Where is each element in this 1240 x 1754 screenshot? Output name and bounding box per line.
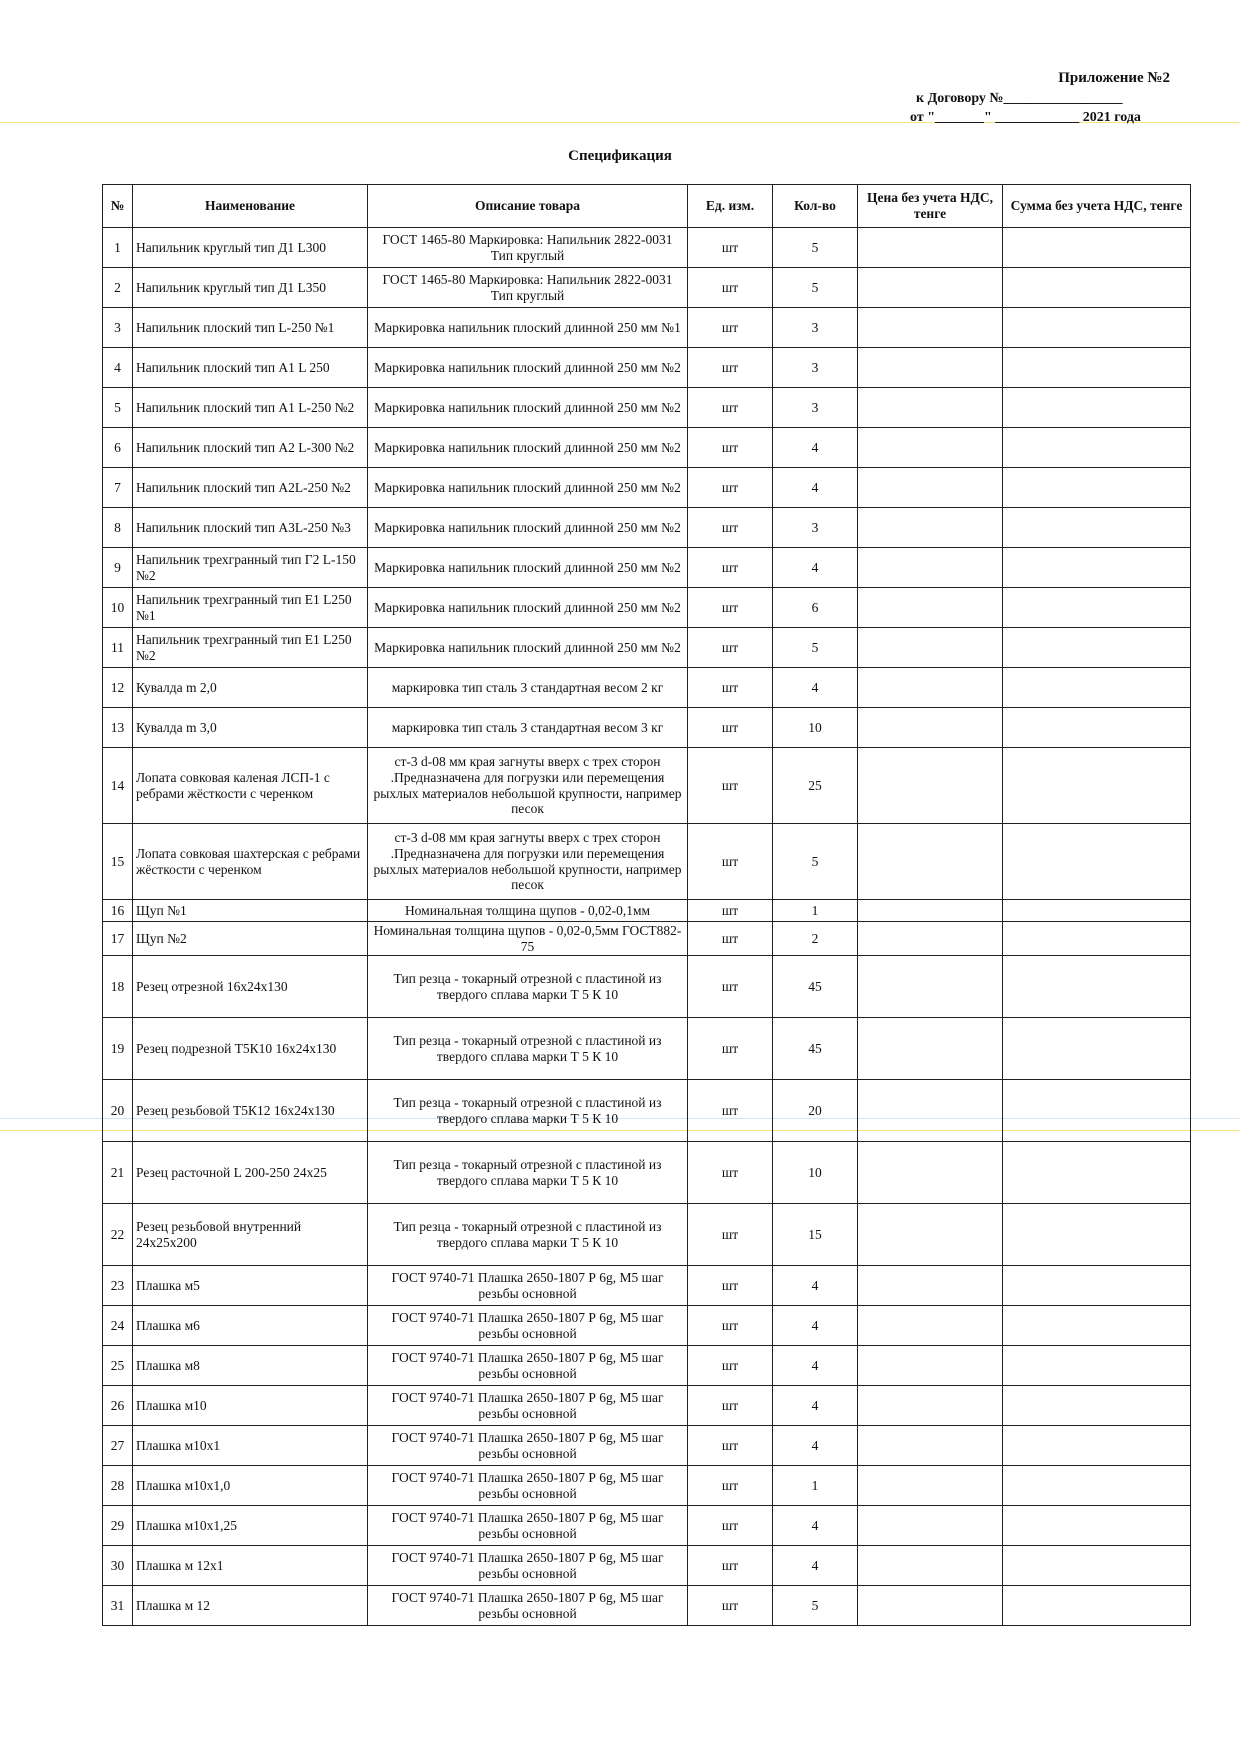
item-description: Маркировка напильник плоский длинной 250 мм №2 xyxy=(368,468,688,508)
item-name: Напильник плоский тип L-250 №1 xyxy=(133,308,368,348)
item-price xyxy=(858,1546,1003,1586)
row-number: 30 xyxy=(103,1546,133,1586)
item-sum xyxy=(1003,1346,1191,1386)
item-unit: шт xyxy=(688,388,773,428)
item-name: Резец резьбовой Т5К12 16х24х130 xyxy=(133,1080,368,1142)
table-row xyxy=(103,308,1191,348)
table-row xyxy=(103,956,1191,1018)
item-name: Плашка м8 xyxy=(133,1346,368,1386)
item-name: Напильник круглый тип Д1 L300 xyxy=(133,228,368,268)
item-quantity: 5 xyxy=(773,824,858,900)
item-quantity: 4 xyxy=(773,1346,858,1386)
row-number: 12 xyxy=(103,668,133,708)
item-sum xyxy=(1003,1546,1191,1586)
item-unit: шт xyxy=(688,748,773,824)
item-name: Напильник круглый тип Д1 L350 xyxy=(133,268,368,308)
item-sum xyxy=(1003,1306,1191,1346)
date-line: от "_______" ____________ 2021 года xyxy=(910,110,1141,125)
item-name: Резец расточной L 200-250 24х25 xyxy=(133,1142,368,1204)
item-price xyxy=(858,348,1003,388)
row-number: 7 xyxy=(103,468,133,508)
item-description: Тип резца - токарный отрезной с пластиной из твердого сплава марки Т 5 К 10 xyxy=(368,1204,688,1266)
item-unit: шт xyxy=(688,1018,773,1080)
item-price xyxy=(858,1586,1003,1626)
item-description: ГОСТ 9740-71 Плашка 2650-1807 Р 6g, М5 шаг резьбы основной xyxy=(368,1266,688,1306)
item-unit: шт xyxy=(688,1142,773,1204)
table-row xyxy=(103,1586,1191,1626)
item-quantity: 3 xyxy=(773,508,858,548)
item-description: Маркировка напильник плоский длинной 250 мм №2 xyxy=(368,588,688,628)
item-description: Номинальная толщина щупов - 0,02-0,1мм xyxy=(368,900,688,922)
item-quantity: 45 xyxy=(773,956,858,1018)
row-number: 26 xyxy=(103,1386,133,1426)
item-name: Плашка м 12х1 xyxy=(133,1546,368,1586)
item-description: Маркировка напильник плоский длинной 250 мм №2 xyxy=(368,348,688,388)
item-quantity: 4 xyxy=(773,428,858,468)
item-name: Лопата совковая шахтерская с ребрами жёсткости с черенком xyxy=(133,824,368,900)
item-quantity: 5 xyxy=(773,228,858,268)
item-unit: шт xyxy=(688,1204,773,1266)
item-sum xyxy=(1003,1266,1191,1306)
item-price xyxy=(858,956,1003,1018)
item-unit: шт xyxy=(688,268,773,308)
item-description: Маркировка напильник плоский длинной 250 мм №2 xyxy=(368,548,688,588)
item-sum xyxy=(1003,268,1191,308)
column-header-unit: Ед. изм. xyxy=(688,185,773,228)
item-name: Напильник трехгранный тип Е1 L250 №1 xyxy=(133,588,368,628)
table-row xyxy=(103,508,1191,548)
item-unit: шт xyxy=(688,1266,773,1306)
item-unit: шт xyxy=(688,588,773,628)
item-sum xyxy=(1003,956,1191,1018)
item-price xyxy=(858,1426,1003,1466)
row-number: 28 xyxy=(103,1466,133,1506)
item-quantity: 6 xyxy=(773,588,858,628)
item-quantity: 5 xyxy=(773,268,858,308)
item-price xyxy=(858,1080,1003,1142)
item-sum xyxy=(1003,1142,1191,1204)
item-unit: шт xyxy=(688,956,773,1018)
item-quantity: 5 xyxy=(773,1586,858,1626)
row-number: 22 xyxy=(103,1204,133,1266)
item-description: ст-3 d-08 мм края загнуты вверх с трех сторон .Предназначена для погрузки или перемещения рыхлых материалов небольшой крупности, например песок xyxy=(368,824,688,900)
item-quantity: 20 xyxy=(773,1080,858,1142)
item-unit: шт xyxy=(688,308,773,348)
item-description: Маркировка напильник плоский длинной 250 мм №2 xyxy=(368,508,688,548)
item-price xyxy=(858,468,1003,508)
item-name: Кувалда m 2,0 xyxy=(133,668,368,708)
item-sum xyxy=(1003,1426,1191,1466)
table-row xyxy=(103,1204,1191,1266)
item-description: ГОСТ 9740-71 Плашка 2650-1807 Р 6g, М5 шаг резьбы основной xyxy=(368,1546,688,1586)
item-unit: шт xyxy=(688,668,773,708)
column-header-description: Описание товара xyxy=(368,185,688,228)
item-quantity: 3 xyxy=(773,388,858,428)
item-unit: шт xyxy=(688,824,773,900)
item-quantity: 5 xyxy=(773,628,858,668)
table-row xyxy=(103,1080,1191,1142)
item-quantity: 4 xyxy=(773,468,858,508)
item-unit: шт xyxy=(688,922,773,956)
item-sum xyxy=(1003,824,1191,900)
item-unit: шт xyxy=(688,508,773,548)
item-sum xyxy=(1003,922,1191,956)
item-description: Маркировка напильник плоский длинной 250 мм №2 xyxy=(368,428,688,468)
table-row xyxy=(103,228,1191,268)
item-quantity: 4 xyxy=(773,1386,858,1426)
item-price xyxy=(858,1204,1003,1266)
item-name: Кувалда m 3,0 xyxy=(133,708,368,748)
table-row xyxy=(103,748,1191,824)
item-price xyxy=(858,388,1003,428)
item-description: ГОСТ 9740-71 Плашка 2650-1807 Р 6g, М5 шаг резьбы основной xyxy=(368,1466,688,1506)
item-sum xyxy=(1003,588,1191,628)
item-quantity: 4 xyxy=(773,1426,858,1466)
row-number: 10 xyxy=(103,588,133,628)
item-quantity: 3 xyxy=(773,348,858,388)
table-row xyxy=(103,708,1191,748)
table-row xyxy=(103,588,1191,628)
item-name: Щуп №2 xyxy=(133,922,368,956)
item-name: Плашка м6 xyxy=(133,1306,368,1346)
item-name: Резец отрезной 16х24х130 xyxy=(133,956,368,1018)
item-sum xyxy=(1003,308,1191,348)
item-unit: шт xyxy=(688,468,773,508)
item-unit: шт xyxy=(688,1466,773,1506)
item-description: ГОСТ 9740-71 Плашка 2650-1807 Р 6g, М5 шаг резьбы основной xyxy=(368,1386,688,1426)
row-number: 18 xyxy=(103,956,133,1018)
item-unit: шт xyxy=(688,1386,773,1426)
item-unit: шт xyxy=(688,228,773,268)
item-quantity: 4 xyxy=(773,1266,858,1306)
row-number: 16 xyxy=(103,900,133,922)
item-price xyxy=(858,824,1003,900)
table-row xyxy=(103,1142,1191,1204)
item-unit: шт xyxy=(688,900,773,922)
table-row xyxy=(103,1386,1191,1426)
item-price xyxy=(858,1506,1003,1546)
item-name: Резец резьбовой внутренний 24х25х200 xyxy=(133,1204,368,1266)
item-price xyxy=(858,428,1003,468)
item-name: Напильник плоский тип А2 L-300 №2 xyxy=(133,428,368,468)
contract-line: к Договору №_________________ xyxy=(916,91,1123,106)
item-sum xyxy=(1003,900,1191,922)
item-sum xyxy=(1003,508,1191,548)
row-number: 21 xyxy=(103,1142,133,1204)
item-quantity: 4 xyxy=(773,668,858,708)
column-header-price: Цена без учета НДС, тенге xyxy=(858,185,1003,228)
item-quantity: 4 xyxy=(773,1506,858,1546)
item-quantity: 10 xyxy=(773,708,858,748)
table-row xyxy=(103,1306,1191,1346)
item-price xyxy=(858,1466,1003,1506)
item-description: Маркировка напильник плоский длинной 250 мм №1 xyxy=(368,308,688,348)
item-name: Напильник плоский тип А1 L-250 №2 xyxy=(133,388,368,428)
item-price xyxy=(858,748,1003,824)
row-number: 13 xyxy=(103,708,133,748)
item-quantity: 25 xyxy=(773,748,858,824)
item-unit: шт xyxy=(688,1506,773,1546)
row-number: 23 xyxy=(103,1266,133,1306)
item-price xyxy=(858,628,1003,668)
column-header-sum: Сумма без учета НДС, тенге xyxy=(1003,185,1191,228)
row-number: 2 xyxy=(103,268,133,308)
table-row xyxy=(103,628,1191,668)
table-row xyxy=(103,348,1191,388)
item-price xyxy=(858,1306,1003,1346)
item-price xyxy=(858,268,1003,308)
item-sum xyxy=(1003,548,1191,588)
table-row xyxy=(103,1426,1191,1466)
table-row xyxy=(103,1018,1191,1080)
item-name: Плашка м10х1,25 xyxy=(133,1506,368,1546)
item-description: ГОСТ 9740-71 Плашка 2650-1807 Р 6g, М5 шаг резьбы основной xyxy=(368,1346,688,1386)
item-description: Тип резца - токарный отрезной с пластиной из твердого сплава марки Т 5 К 10 xyxy=(368,956,688,1018)
table-header-row xyxy=(103,185,1191,228)
item-name: Лопата совковая каленая ЛСП-1 с ребрами жёсткости с черенком xyxy=(133,748,368,824)
item-description: ГОСТ 9740-71 Плашка 2650-1807 Р 6g, М5 шаг резьбы основной xyxy=(368,1306,688,1346)
item-unit: шт xyxy=(688,1586,773,1626)
item-name: Напильник трехгранный тип Е1 L250 №2 xyxy=(133,628,368,668)
specification-table xyxy=(102,184,1191,1626)
item-price xyxy=(858,900,1003,922)
item-price xyxy=(858,1142,1003,1204)
item-price xyxy=(858,1018,1003,1080)
item-price xyxy=(858,668,1003,708)
row-number: 27 xyxy=(103,1426,133,1466)
item-sum xyxy=(1003,1466,1191,1506)
item-quantity: 15 xyxy=(773,1204,858,1266)
item-quantity: 1 xyxy=(773,1466,858,1506)
table-row xyxy=(103,1346,1191,1386)
item-quantity: 4 xyxy=(773,1546,858,1586)
item-unit: шт xyxy=(688,1546,773,1586)
item-price xyxy=(858,1266,1003,1306)
item-quantity: 1 xyxy=(773,900,858,922)
row-number: 29 xyxy=(103,1506,133,1546)
row-number: 1 xyxy=(103,228,133,268)
item-quantity: 2 xyxy=(773,922,858,956)
item-description: ст-3 d-08 мм края загнуты вверх с трех сторон .Предназначена для погрузки или перемещения рыхлых материалов небольшой крупности, например песок xyxy=(368,748,688,824)
item-sum xyxy=(1003,1080,1191,1142)
row-number: 5 xyxy=(103,388,133,428)
row-number: 3 xyxy=(103,308,133,348)
row-number: 25 xyxy=(103,1346,133,1386)
item-name: Плашка м10х1 xyxy=(133,1426,368,1466)
table-row xyxy=(103,1266,1191,1306)
item-description: ГОСТ 9740-71 Плашка 2650-1807 Р 6g, М5 шаг резьбы основной xyxy=(368,1426,688,1466)
row-number: 8 xyxy=(103,508,133,548)
table-row xyxy=(103,268,1191,308)
column-header-name: Наименование xyxy=(133,185,368,228)
item-price xyxy=(858,308,1003,348)
item-name: Плашка м10х1,0 xyxy=(133,1466,368,1506)
table-row xyxy=(103,428,1191,468)
item-price xyxy=(858,228,1003,268)
item-description: Тип резца - токарный отрезной с пластиной из твердого сплава марки Т 5 К 10 xyxy=(368,1080,688,1142)
table-row xyxy=(103,1466,1191,1506)
table-row xyxy=(103,548,1191,588)
item-sum xyxy=(1003,228,1191,268)
item-unit: шт xyxy=(688,348,773,388)
item-sum xyxy=(1003,348,1191,388)
item-sum xyxy=(1003,1506,1191,1546)
table-row xyxy=(103,468,1191,508)
row-number: 6 xyxy=(103,428,133,468)
item-description: ГОСТ 9740-71 Плашка 2650-1807 Р 6g, М5 шаг резьбы основной xyxy=(368,1586,688,1626)
row-number: 4 xyxy=(103,348,133,388)
item-description: Маркировка напильник плоский длинной 250 мм №2 xyxy=(368,388,688,428)
item-quantity: 3 xyxy=(773,308,858,348)
item-unit: шт xyxy=(688,1080,773,1142)
item-description: маркировка тип сталь 3 стандартная весом 3 кг xyxy=(368,708,688,748)
item-quantity: 10 xyxy=(773,1142,858,1204)
item-unit: шт xyxy=(688,428,773,468)
item-sum xyxy=(1003,708,1191,748)
item-price xyxy=(858,1386,1003,1426)
item-price xyxy=(858,1346,1003,1386)
item-sum xyxy=(1003,1386,1191,1426)
row-number: 15 xyxy=(103,824,133,900)
item-sum xyxy=(1003,468,1191,508)
item-sum xyxy=(1003,748,1191,824)
table-row xyxy=(103,824,1191,900)
row-number: 31 xyxy=(103,1586,133,1626)
item-sum xyxy=(1003,428,1191,468)
item-unit: шт xyxy=(688,548,773,588)
item-quantity: 4 xyxy=(773,548,858,588)
row-number: 14 xyxy=(103,748,133,824)
row-number: 20 xyxy=(103,1080,133,1142)
item-name: Плашка м10 xyxy=(133,1386,368,1426)
item-name: Плашка м 12 xyxy=(133,1586,368,1626)
row-number: 17 xyxy=(103,922,133,956)
item-quantity: 4 xyxy=(773,1306,858,1346)
item-name: Напильник плоский тип А2L-250 №2 xyxy=(133,468,368,508)
item-price xyxy=(858,588,1003,628)
item-unit: шт xyxy=(688,1306,773,1346)
item-sum xyxy=(1003,1586,1191,1626)
item-price xyxy=(858,922,1003,956)
row-number: 19 xyxy=(103,1018,133,1080)
table-row xyxy=(103,922,1191,956)
item-name: Напильник плоский тип А1 L 250 xyxy=(133,348,368,388)
table-row xyxy=(103,668,1191,708)
item-description: ГОСТ 1465-80 Маркировка: Напильник 2822-0031 Тип круглый xyxy=(368,228,688,268)
item-name: Резец подрезной Т5К10 16х24х130 xyxy=(133,1018,368,1080)
item-name: Напильник плоский тип А3L-250 №3 xyxy=(133,508,368,548)
item-name: Плашка м5 xyxy=(133,1266,368,1306)
item-unit: шт xyxy=(688,1346,773,1386)
item-price xyxy=(858,548,1003,588)
item-description: ГОСТ 9740-71 Плашка 2650-1807 Р 6g, М5 шаг резьбы основной xyxy=(368,1506,688,1546)
item-sum xyxy=(1003,1204,1191,1266)
column-header-num: № xyxy=(103,185,133,228)
item-unit: шт xyxy=(688,1426,773,1466)
item-description: Тип резца - токарный отрезной с пластиной из твердого сплава марки Т 5 К 10 xyxy=(368,1018,688,1080)
item-sum xyxy=(1003,1018,1191,1080)
table-row xyxy=(103,388,1191,428)
row-number: 9 xyxy=(103,548,133,588)
item-name: Напильник трехгранный тип Г2 L-150 №2 xyxy=(133,548,368,588)
table-row xyxy=(103,1506,1191,1546)
item-price xyxy=(858,508,1003,548)
item-description: Номинальная толщина щупов - 0,02-0,5мм ГОСТ882-75 xyxy=(368,922,688,956)
item-description: маркировка тип сталь 3 стандартная весом 2 кг xyxy=(368,668,688,708)
item-quantity: 45 xyxy=(773,1018,858,1080)
page-title: Спецификация xyxy=(568,148,672,164)
item-unit: шт xyxy=(688,708,773,748)
item-description: ГОСТ 1465-80 Маркировка: Напильник 2822-0031 Тип круглый xyxy=(368,268,688,308)
item-price xyxy=(858,708,1003,748)
item-description: Маркировка напильник плоский длинной 250 мм №2 xyxy=(368,628,688,668)
column-header-quantity: Кол-во xyxy=(773,185,858,228)
row-number: 11 xyxy=(103,628,133,668)
table-row xyxy=(103,1546,1191,1586)
row-number: 24 xyxy=(103,1306,133,1346)
item-sum xyxy=(1003,388,1191,428)
item-unit: шт xyxy=(688,628,773,668)
item-sum xyxy=(1003,628,1191,668)
item-description: Тип резца - токарный отрезной с пластиной из твердого сплава марки Т 5 К 10 xyxy=(368,1142,688,1204)
table-body xyxy=(103,228,1191,1626)
appendix-label: Приложение №2 xyxy=(1058,70,1170,86)
item-sum xyxy=(1003,668,1191,708)
item-name: Щуп №1 xyxy=(133,900,368,922)
table-row xyxy=(103,900,1191,922)
